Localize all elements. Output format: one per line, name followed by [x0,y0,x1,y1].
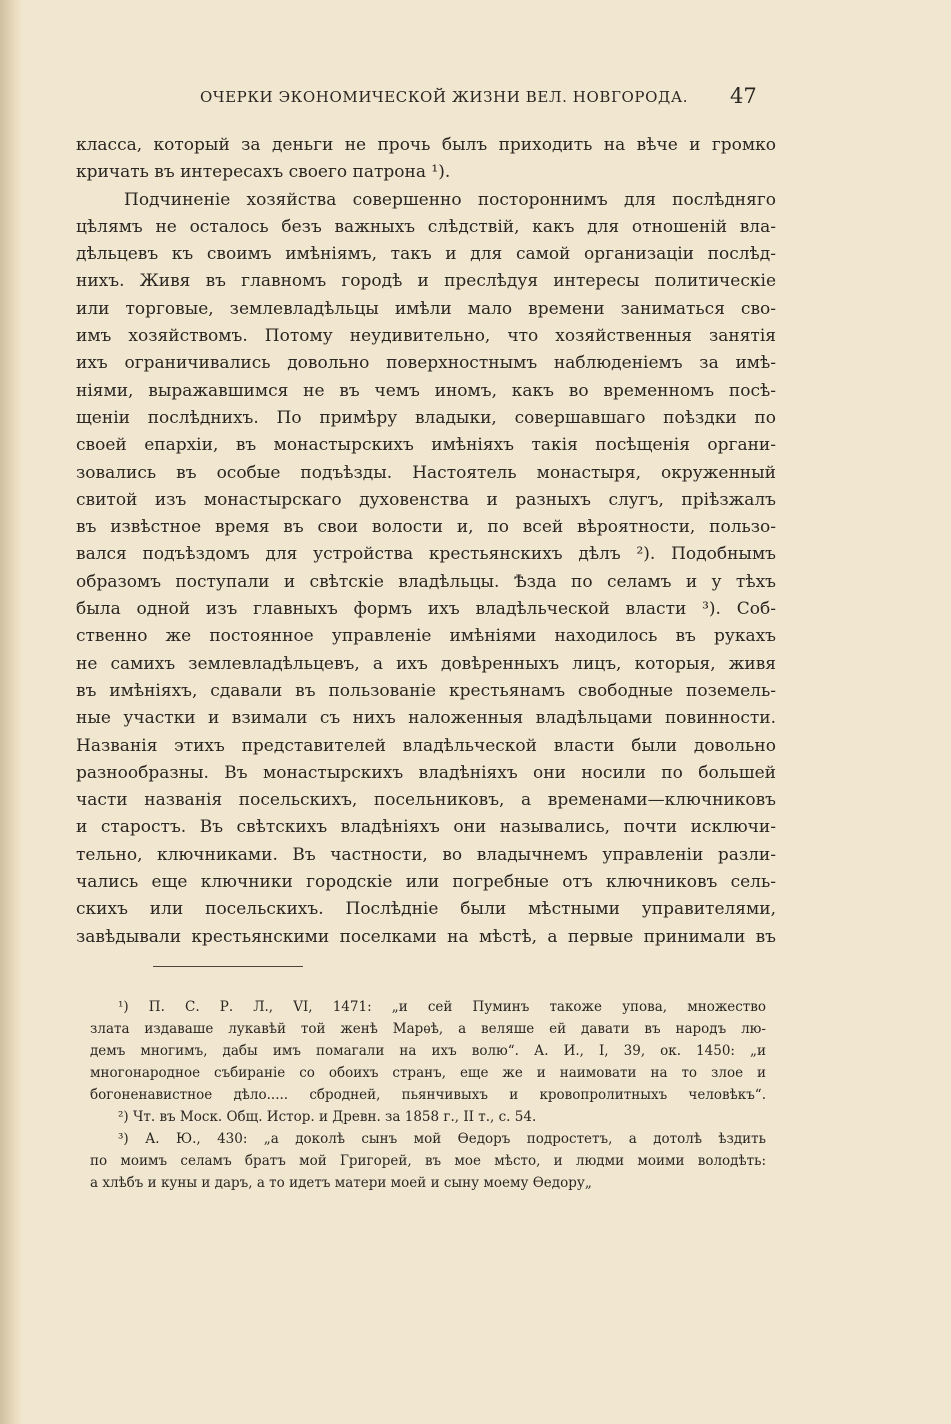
main-text [76,132,776,951]
footnote-line: а хлѣбъ и куны и даръ, а то идетъ матери моей и сыну моему Ѳедору„ [90,1175,592,1191]
text-line: нихъ. Живя въ главномъ городѣ и преслѣдуя интересы политическіе [76,271,776,292]
text-line: не самихъ землевладѣльцевъ, а ихъ довѣренныхъ лицъ, которыя, живя [76,653,776,674]
footnote-line: ²) Чт. въ Моск. Общ. Истор. и Древн. за 1858 г., II т., с. 54. [118,1109,537,1125]
text-line: разнообразны. Въ монастырскихъ владѣніяхъ они носили по большей [76,762,776,783]
text-line: образомъ поступали и свѣтскіе владѣльцы. Ѣзда по селамъ и у тѣхъ [76,571,776,592]
page-header [0,86,951,116]
text-line: свитой изъ монастырскаго духовенства и разныхъ слугъ, пріѣзжалъ [76,489,776,510]
footnote-line: злата издаваше лукавѣй той женѣ Марѳѣ, а веляше ей давати въ народъ лю- [90,1021,766,1037]
text-line: своей епархіи, въ монастырскихъ имѣніяхъ такія посѣщенія органи- [76,435,776,456]
footnotes [90,996,766,1194]
footnote-line: по моимъ селамъ братъ мой Григорей, въ мое мѣсто, и людми моими володѣть: [90,1153,766,1169]
text-line: чались еще ключники городскіе или погребные отъ ключниковъ сель- [76,872,776,893]
text-line: скихъ или посельскихъ. Послѣдніе были мѣстными управителями, [76,899,776,920]
page-number: 47 [730,84,757,108]
text-line: ніями, выражавшимся не въ чемъ иномъ, какъ во временномъ посѣ- [76,380,776,401]
text-line: или торговые, землевладѣльцы имѣли мало времени заниматься сво- [76,298,776,319]
text-line: завѣдывали крестьянскими поселками на мѣстѣ, а первые принимали въ [76,926,776,947]
text-line: въ имѣніяхъ, сдавали въ пользованіе крестьянамъ свободные поземель- [76,680,776,701]
footnote-line: ³) А. Ю., 430: „а доколѣ сынъ мой Ѳедоръ подростетъ, а дотолѣ ѣздить [118,1131,766,1147]
footnote-line: многонародное събираніе со обоихъ странъ, еще же и наимовати на то злое и [90,1065,766,1081]
text-line: щеніи послѣднихъ. По примѣру владыки, совершавшаго поѣздки по [76,407,776,428]
text-line: ихъ ограничивались довольно поверхностнымъ наблюденіемъ за имѣ- [76,353,776,374]
text-line: ные участки и взимали съ нихъ наложенныя владѣльцами повинности. [76,708,776,729]
text-line: Подчиненіе хозяйства совершенно постороннимъ для послѣдняго [124,189,776,210]
text-line: ственно же постоянное управленіе имѣніями находилось въ рукахъ [76,626,776,647]
page-spine-shadow [0,0,22,1424]
text-line: дѣльцевъ къ своимъ имѣніямъ, такъ и для самой организаціи послѣд- [76,244,776,265]
footnote-divider [153,966,303,967]
text-line: части названія посельскихъ, посельниковъ, а временами—ключниковъ [76,790,776,811]
text-line: вался подъѣздомъ для устройства крестьянскихъ дѣлъ ²). Подобнымъ [76,544,776,565]
text-line: была одной изъ главныхъ формъ ихъ владѣльческой власти ³). Соб- [76,599,776,620]
text-line: въ извѣстное время въ свои волости и, по всей вѣроятности, пользо- [76,517,776,538]
text-line: зовались въ особые подъѣзды. Настоятель монастыря, окруженный [76,462,776,483]
footnote-line: демъ многимъ, дабы имъ помагали на ихъ волю“. А. И., I, 39, ок. 1450: „и [90,1043,766,1059]
text-line: Названія этихъ представителей владѣльческой власти были довольно [76,735,776,756]
text-line: тельно, ключниками. Въ частности, во владычнемъ управленіи разли- [76,844,776,865]
running-title: ОЧЕРКИ ЭКОНОМИЧЕСКОЙ ЖИЗНИ ВЕЛ. НОВГОРОДА. [200,88,689,106]
text-line: класса, который за деньги не прочь былъ приходить на вѣче и громко [76,135,776,155]
text-line: имъ хозяйствомъ. Потому неудивительно, что хозяйственныя занятія [76,326,776,347]
footnote-line: богоненавистное дѣло..... сбродней, пьянчивыхъ и кровопролитныхъ человѣкъ“. [90,1087,766,1103]
footnote-line: ¹) П. С. Р. Л., VI, 1471: „и сей Пуминъ такоже упова, множество [118,999,766,1015]
text-line: и старостъ. Въ свѣтскихъ владѣніяхъ они назывались, почти исключи- [76,817,776,838]
text-line: кричать въ интересахъ своего патрона ¹). [76,162,451,183]
text-line: цѣлямъ не осталось безъ важныхъ слѣдствій, какъ для отношеній вла- [76,216,776,237]
